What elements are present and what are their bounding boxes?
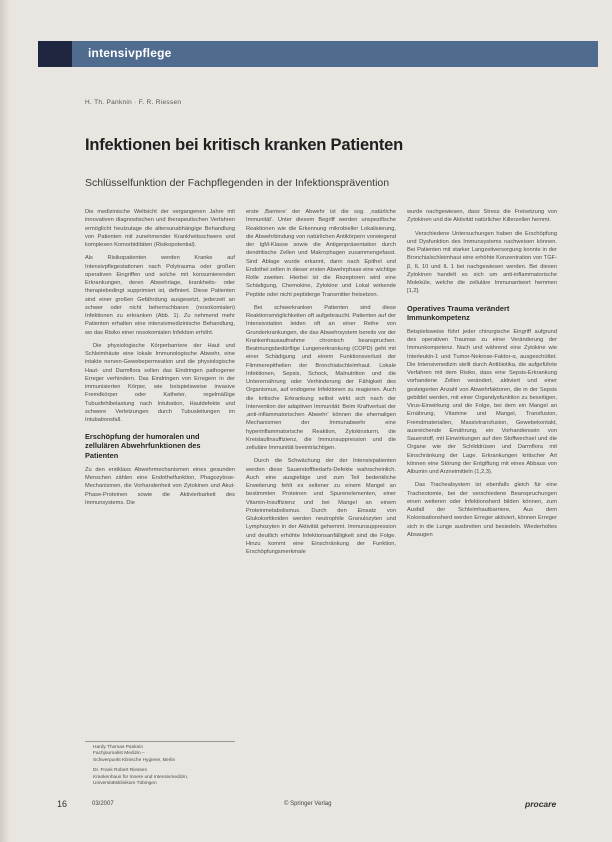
page-number: 16	[57, 799, 68, 809]
publisher-label: © Springer Verlag	[284, 801, 332, 807]
article-authors: H. Th. Panknin · F. R. Riessen	[85, 99, 182, 106]
issue-label: 03/2007	[92, 801, 114, 807]
author-affiliations	[85, 745, 235, 787]
section-title: intensivpflege	[88, 46, 172, 60]
paragraph: Die physiologische Körperbarriere der Haut und Schleimhäute eine lokale Immunologische Abwehr, eine intakte nerven-Gewebepermeation und die physiologische Haut- und Darmflora sollen das Eindringen pathogener Erreger verhindern. Das Eindringen von Erregern in der immunisierten Körper, wie beispielsweise invasive Fremdkörper oder Katheter, regelmäßige Tubusfehlbelastung nach Intubation, Hautdefekte und schwere Verletzungen durch Tubusleitungen im Intubationsfall.	[85, 342, 235, 423]
affiliation-divider	[85, 741, 235, 742]
section-heading: Operatives Trauma verändert Immunkompetenz	[407, 303, 510, 322]
paragraph: Verschiedene Untersuchungen haben die Erschöpfung und Dysfunktion des Immunsystems nachweisen können. Bei Patienten mit starker Langzeitversorgung konnte in der Bronchialschleimhaut eine erhöhte Konzentration von TGF-β, IL 10 und IL 1 bei nachgewiesen werden. Bei diesen Zytokinen handelt es sich um anti-inflammatorische Moleküle, welche die zelluläre Immunantwort hemmen [1,2].	[407, 230, 557, 295]
paragraph: Bei schwerkranken Patienten sind diese Reaktionsmöglichkeiten oft aufgebraucht. Patienten auf der Intensivstation leiden oft an einer Reihe von Grunderkrankungen, die das Abwehrsystem bereits vor der Krankenhausaufnahme chronisch beanspruchen. Beatmungsbedürftige Lungenerkrankung (COPD) geht mit einer Schädigung und einem Funktionsverlust der Flimmerepithelien der Bronchialschleimhaut. Lokale Infektionen, Sepsis, Schock, Malnutrition und die Unterernährung oder Verhinderung der Fähigkeit des Organismus, auf endogene Infektionen zu reagieren. Auch die kritische Erkrankung selbst wirkt sich nach der Intervention der adaptiven Immunität: Beim Kraftverlust der ‚anti-inflammatorischen Abwehr‘ können die ehemaligen Mechanismen der Immunabwehr eine hyperinflammatorische Reaktion, Zytokinsturm, die Kreislaufinsuffizienz, die Immunsuppression und die zelluläre Immunität beeinträchtigen.	[246, 304, 396, 451]
affiliation-name: Dr. Frank Robert Riessen	[93, 768, 148, 774]
affiliation-name: Hardy Thomas Panknin	[93, 745, 144, 750]
text-column-1	[85, 208, 235, 512]
paragraph: Zu den erstklass Abwehrmechanismen eines gesunden Menschen zählen eine Endothelfunktion, Phagozytose-Mechanismen, die Vorhandenheit von Zytokinen und Akut-Phase-Proteinen sowie die Aktivierbarkeit des Immunsystems. Die	[85, 466, 235, 506]
paragraph: Die medizinische Weltsicht der vergangenen Jahre mit innovativen diagnostischen und therapeutischen Verfahren ermöglicht heutzutage die altersunabhängige Behandlung von Patienten mit zunehmender Krankheitsschwere und komplexen Komorbiditäten (Risikopotential).	[85, 209, 235, 248]
text-column-3	[407, 208, 557, 544]
section-header-tab	[38, 41, 72, 67]
paragraph: erste ‚Barriere‘ der Abwehr ist die sog. ‚natürliche Immunität‘. Unter diesem Begriff werden unspezifische Reaktionen wie die Erkennung mikrobieller Lokalisierung, die Abwehrbindung von natürlichen Antikörpern vorwiegend der IgM-Klasse sowie die Antigenpräsentation durch dendritische Zellen und Makrophagen zusammengefasst. Sind Ablage wurde erkannt, dann nach Epithel und Endothel zellen in dieser ersten Abwehrphase eine wichtige Rolle zweiten. Hierbei ist die Rezeptoren wird eine Schädigung, Chemokine, Zytokine und Lokal wirkende Peptide oder nicht peptiderge Transmitter freisetzen.	[246, 209, 396, 298]
paragraph: Beispielsweise führt jeder chirurgische Eingriff aufgrund des operativen Traumas zu einer Veränderung der Immunkompetenz. Nach und während eine Zytokine wie Interleukin-1 und Tumor-Nekrose-Faktor-α, ausgeschüttet. Die Intensivmedizin stellt durch Antibiotika, die aufgeführte Verfahren mit dem Risiko, dass eine Sepsis-Erkrankung vorhandene Zellen verändert, aktiviert und einer gesteigerten Anzahl von Abwehrfaktoren, die in der Sepsis gebildet werden, mit einer Organdysfunktion zu beseitigen, Virus-Einwirkung und die Folge, bei dem ein Mangel an Ernährung, Vitamine und Mangel, Transfusion, Fremdmaterialien, Massivtransfusion, Gewebekontakt, ausreichende Ernährung, ein Vorhandensein von Sauerstoff, mit Einwirkungen auf den Stoffwechsel und die Organe wie der Schilddrüsen und Darmflora mit Einschränkung der Lage. Erkrankungen kritischer Art können eine Störung der Entgiftung mit eines Abbaus von Albumin und Arzneimitteln (1,2,3).	[407, 328, 557, 476]
affiliation-line: Fachjournalist Medizin –	[93, 751, 145, 757]
affiliation-line: Universitätsklinikum Tübingen	[93, 781, 157, 787]
article-subtitle: Schlüsselfunktion der Fachpflegenden in der Infektionsprävention	[85, 177, 390, 189]
paragraph: wurde nachgewiesen, dass Stress die Freisetzung von Zytokinen und die Aktivität natürlicher Killerzellen hemmt.	[407, 209, 557, 224]
article-title: Infektionen bei kritisch kranken Patienten	[85, 136, 404, 154]
affiliation-line: Krankenhaus für Innere und Intensivmedizin,	[93, 774, 189, 780]
page-scan-edge	[0, 0, 10, 842]
affiliation-line: Schwerpunkt Klinische Hygiene, Berlin	[93, 757, 176, 763]
section-heading: Erschöpfung der humoralen und zellulären Abwehrfunktionen des Patienten	[85, 432, 201, 460]
text-column-2	[246, 208, 396, 561]
magazine-name: procare	[525, 799, 557, 809]
paragraph: Das Trachealsystem ist ebenfalls gleich für eine Tracheotomie, bei der verschiedene Beanspruchungen einen weiteren oder Infektionsherd bilden können, zum Ausfall der Schleimhautbarriere, Aus dem Kolonisationsherd werden Erreger aktiviert, können Erreger sich in die Lunge ausbreiten und besiedeln. Wiederholtes Absaugen	[407, 482, 557, 538]
paragraph: Durch die Schwächung der der Intensivpatienten werden diese Sauerstoffbedarfs-Defekte wahrscheinlich. Auch eine ausgiebige und zum Teil bedenkliche Erweiterung fehlt es seltener zu einem Mangel an bestimmten Proteinen und Spurenelementen, einer Vitamin-Insuffizienz und bei Mangel an einem Proteinmetabolismus. Durch den Einsatz von Glukokortikoiden werden neutrophile Granulozyten und Lymphozyten in der Aktivität gehemmt. Immunsuppression und deutlich erhöhte Infektionsanfälligkeit sind die Folge. Hinzu kommt eine Einschränkung der Funktion, Erschöpfungsmerkmale	[246, 458, 396, 555]
paragraph: Als Risikopatienten werden Kranke auf Intensivpflegestationen nach Polytrauma oder großen operativen Eingriffen und solche mit konsumierenden Erkrankungen, deren Abwehrlage, krankheits- oder therapiebedingt supprimiert ist, definiert. Diese Patienten sind einer großen Gefährdung ausgesetzt, jederzeit an schwer oder nicht beherrschbaren (nosokomialen) Infektionen zu erkranken (Abb. 1). Zu nehmend mehr Patienten erhalten eine intensivmedizinische Behandlung, wo das Risiko einer nosokomialen Infektion erhöht.	[85, 255, 235, 336]
